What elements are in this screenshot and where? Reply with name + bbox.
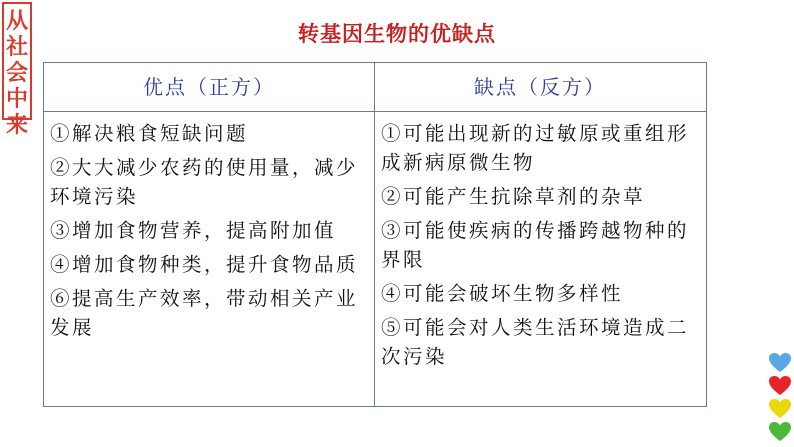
cons-item: ④可能会破坏生物多样性 (381, 282, 624, 305)
pros-header: 优点（正方） (143, 75, 275, 99)
heart-green-icon (768, 421, 792, 442)
hearts-decoration (768, 352, 794, 447)
pros-item: ①解决粮食短缺问题 (50, 122, 249, 145)
header-divider (44, 111, 706, 112)
heart-red-icon (768, 375, 792, 396)
cons-item: ①可能出现新的过敏原或重组形成新病原微生物 (381, 122, 690, 174)
cons-item: ⑤可能会对人类生活环境造成二次污染 (381, 316, 690, 368)
pros-item: ②大大减少农药的使用量，减少环境污染 (50, 156, 359, 208)
pros-column (50, 119, 368, 347)
comparison-table (43, 62, 707, 407)
side-tag-char: 来 (5, 112, 28, 138)
cons-item: ③可能使疾病的传播跨越物种的界限 (381, 219, 690, 271)
side-tag-char: 会 (5, 60, 28, 86)
cons-item: ②可能产生抗除草剂的杂草 (381, 185, 646, 208)
side-tag-char: 社 (5, 34, 28, 60)
side-tag-char: 中 (5, 86, 28, 112)
page-title: 转基因生物的优缺点 (298, 21, 496, 46)
pros-item: ④增加食物种类，提升食物品质 (50, 253, 359, 276)
pros-item: ⑥提高生产效率，带动相关产业发展 (50, 287, 359, 339)
heart-yellow-icon (768, 398, 792, 419)
cons-column (381, 119, 703, 376)
pros-item: ③增加食物营养，提高附加值 (50, 219, 337, 242)
side-tag-char: 从 (5, 8, 28, 34)
cons-header: 缺点（反方） (474, 75, 606, 99)
heart-blue-icon (768, 352, 792, 373)
column-divider (374, 63, 375, 406)
